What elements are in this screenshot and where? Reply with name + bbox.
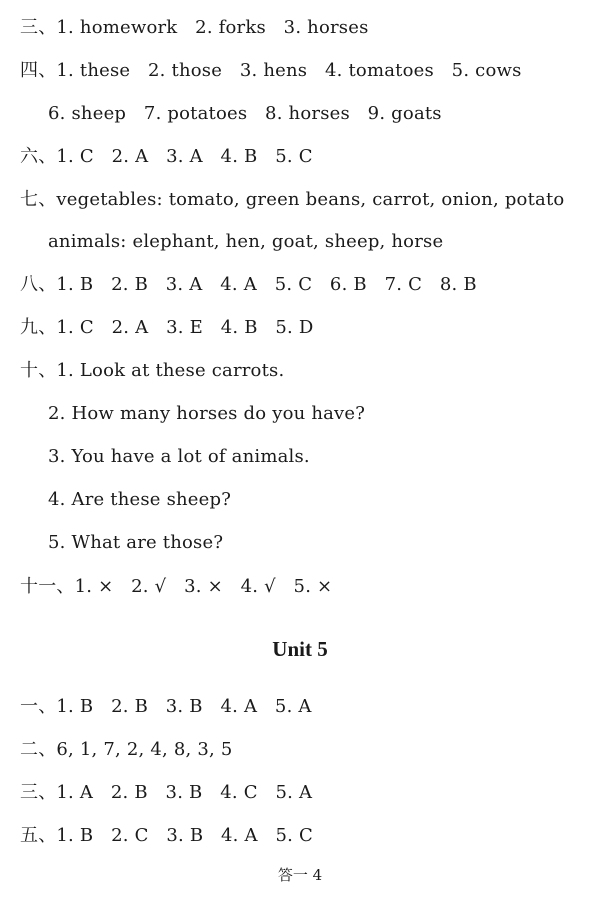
- answer-line-section-10-item-3: 3. You have a lot of animals.: [48, 446, 310, 467]
- answer-line-section-3: 三、1. homework 2. forks 3. horses: [20, 17, 369, 38]
- answer-line-section-10-item-2: 2. How many horses do you have?: [48, 403, 366, 424]
- answer-line-section-6: 六、1. C 2. A 3. A 4. B 5. C: [20, 146, 313, 167]
- unit5-answer-line-section-1: 一、1. B 2. B 3. B 4. A 5. A: [20, 696, 312, 717]
- answer-line-section-10-item-5: 5. What are those?: [48, 532, 224, 553]
- answer-line-section-4: 四、1. these 2. those 3. hens 4. tomatoes 5. cows: [20, 60, 522, 81]
- answer-line-section-10: 十、1. Look at these carrots.: [20, 360, 285, 381]
- unit5-answer-line-section-2: 二、6, 1, 7, 2, 4, 8, 3, 5: [20, 739, 233, 760]
- answer-line-section-11: 十一、1. × 2. √ 3. × 4. √ 5. ×: [20, 576, 333, 597]
- answer-line-section-4-cont: 6. sheep 7. potatoes 8. horses 9. goats: [48, 103, 442, 124]
- answer-line-section-8: 八、1. B 2. B 3. A 4. A 5. C 6. B 7. C 8. B: [20, 274, 477, 295]
- answer-line-section-10-item-4: 4. Are these sheep?: [48, 489, 232, 510]
- unit-title: Unit 5: [272, 637, 328, 661]
- answer-line-section-7: 七、vegetables: tomato, green beans, carrot, onion, potato: [20, 189, 565, 210]
- unit5-answer-line-section-5: 五、1. B 2. C 3. B 4. A 5. C: [20, 825, 313, 846]
- answer-line-section-7-cont: animals: elephant, hen, goat, sheep, horse: [48, 231, 444, 252]
- page-footer: 答一 4: [277, 866, 323, 884]
- answer-line-section-9: 九、1. C 2. A 3. E 4. B 5. D: [20, 317, 314, 338]
- unit5-answer-line-section-3: 三、1. A 2. B 3. B 4. C 5. A: [20, 782, 313, 803]
